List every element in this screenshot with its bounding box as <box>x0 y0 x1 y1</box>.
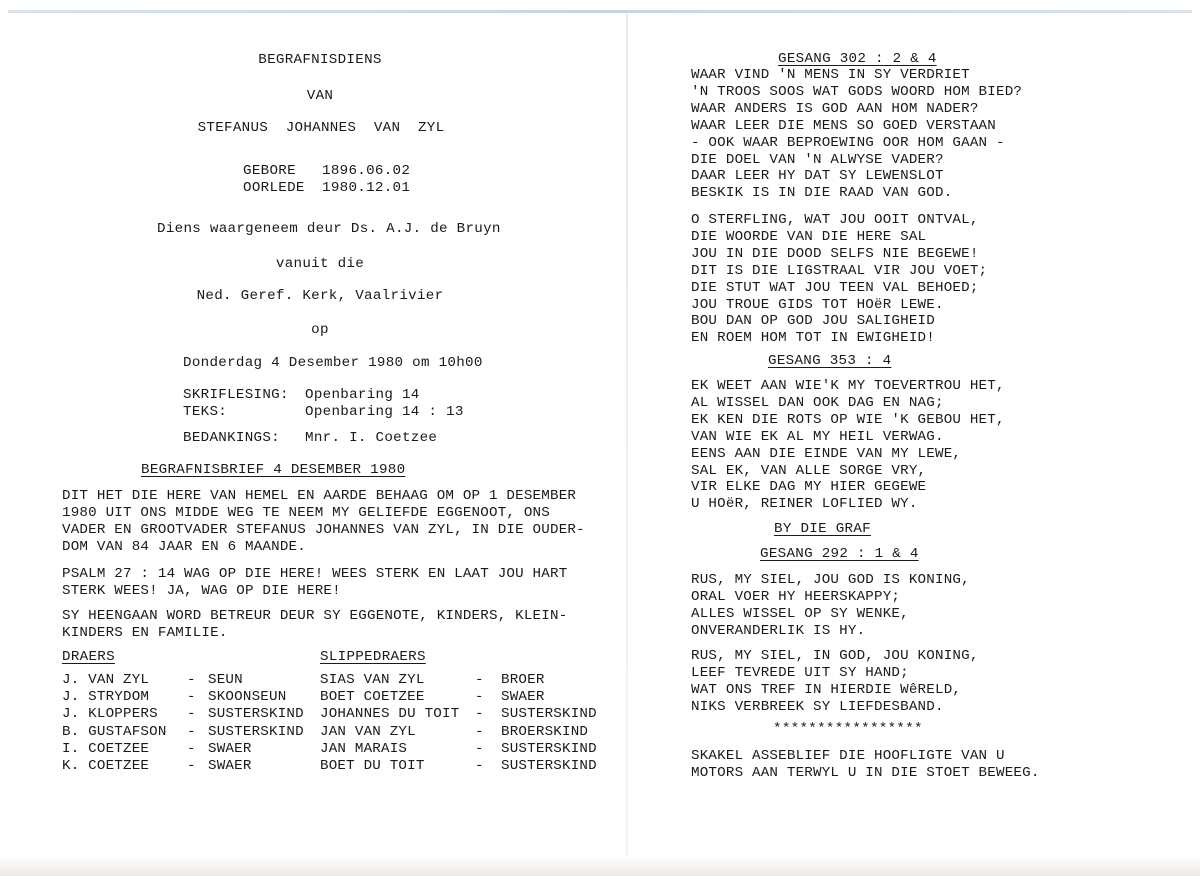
pallbearer-relation: SWAER <box>501 689 545 706</box>
on-line: op <box>311 322 329 338</box>
pallbearer-relation: BROER <box>501 672 545 688</box>
hymn3-heading: GESANG 292 : 1 & 4 <box>760 546 919 562</box>
hymn3-verse-1: RUS, MY SIEL, JOU GOD IS KONING, ORAL VOER HY HEERSKAPPY; ALLES WISSEL OP SY WENKE, ONVERANDERLIK IS HY. <box>691 572 970 639</box>
table-row <box>62 741 622 758</box>
pallbearer-dash: - <box>475 689 484 706</box>
bearer-relation: SKOONSEUN <box>208 689 287 706</box>
bearer-relation: SWAER <box>208 758 252 774</box>
bearer-name: B. GUSTAFSON <box>62 723 167 740</box>
pallbearer-dash: - <box>475 672 484 688</box>
table-row <box>62 689 622 706</box>
pallbearer-dash: - <box>475 758 484 774</box>
died-label: OORLEDE <box>243 180 305 196</box>
hymn3-verse-2: RUS, MY SIEL, IN GOD, JOU KONING, LEEF TEVREDE UIT SY HAND; WAT ONS TREF IN HIERDIE WêRELD, NIKS VERBREEK SY LIEFDESBAND. <box>691 648 979 715</box>
born-date: 1896.06.02 <box>322 163 411 179</box>
letter-paragraph-1: DIT HET DIE HERE VAN HEMEL EN AARDE BEHAAG OM OP 1 DESEMBER 1980 UIT ONS MIDDE WEG TE NEEM MY GELIEFDE EGGENOOT, ONS VADER EN GROOTVADER STEFANUS JOHANNES VAN ZYL, IN DIE OUDER- DOM VAN 84 JAAR EN 6 MAANDE. <box>62 488 585 555</box>
pallbearer-dash: - <box>475 723 484 740</box>
service-title: BEGRAFNISDIENS <box>258 52 382 68</box>
pallbearer-name: BOET COETZEE <box>320 689 425 706</box>
bearer-relation: SWAER <box>208 740 252 757</box>
table-row <box>62 758 622 775</box>
table-row <box>62 706 622 723</box>
van-line: VAN <box>306 88 334 104</box>
pallbearer-relation: SUSTERSKIND <box>501 740 597 757</box>
bearer-relation: SUSTERSKIND <box>208 723 304 740</box>
reading-label: SKRIFLESING: <box>183 387 289 403</box>
thanks-value: Mnr. I. Coetzee <box>305 430 438 446</box>
bearers-heading: DRAERS <box>62 649 115 665</box>
pallbearer-name: SIAS VAN ZYL <box>320 672 425 688</box>
hymn1-verse-2: O STERFLING, WAT JOU OOIT ONTVAL, DIE WOORDE VAN DIE HERE SAL JOU IN DIE DOOD SELFS NIE BEGEWE! DIT IS DIE LIGSTRAAL VIR JOU VOET; DIE STUT WAT JOU TEEN VAL BEHOED; JOU TROUE GIDS TOT HOëR LEWE. BOU DAN OP GOD JOU SALIGHEID EN ROEM HOM TOT IN EWIGHEID! <box>691 212 988 347</box>
hymn2-verse-1: EK WEET AAN WIE'K MY TOEVERTROU HET, AL WISSEL DAN OOK DAG EN NAG; EK KEN DIE ROTS OP WIE 'K GEBOU HET, VAN WIE EK AL MY HEIL VERWAG. EENS AAN DIE EINDE VAN MY LEWE, SAL EK, VAN ALLE SORGE VRY, VIR ELKE DAG MY HIER GEGEWE U HOëR, REINER LOFLIED WY. <box>691 378 1005 513</box>
reading-value: Openbaring 14 <box>305 387 420 403</box>
pallbearers-heading: SLIPPEDRAERS <box>320 649 426 665</box>
pallbearer-name: JAN MARAIS <box>320 740 408 757</box>
bearer-name: J. KLOPPERS <box>62 706 158 723</box>
pallbearer-dash: - <box>475 740 484 757</box>
hymn1-heading: GESANG 302 : 2 & 4 <box>778 51 937 67</box>
stars-divider: ***************** <box>773 721 923 737</box>
pallbearer-dash: - <box>475 706 484 723</box>
text-label: TEKS: <box>183 404 228 420</box>
bearers-table <box>62 672 622 782</box>
bearer-dash: - <box>187 689 196 706</box>
pallbearer-name: BOET DU TOIT <box>320 758 425 774</box>
letter-heading: BEGRAFNISBRIEF 4 DESEMBER 1980 <box>141 462 406 478</box>
headlights-notice: SKAKEL ASSEBLIEF DIE HOOFLIGTE VAN U MOTORS AAN TERWYL U IN DIE STOET BEWEEG. <box>691 748 1040 781</box>
table-row <box>62 724 622 741</box>
thanks-label: BEDANKINGS: <box>183 430 280 446</box>
table-row <box>62 672 622 689</box>
pallbearer-relation: BROERSKIND <box>501 723 589 740</box>
pallbearer-name: JAN VAN ZYL <box>320 723 416 740</box>
deceased-name: STEFANUS JOHANNES VAN ZYL <box>197 120 445 136</box>
born-label: GEBORE <box>243 163 296 179</box>
pallbearer-relation: SUSTERSKIND <box>501 706 597 723</box>
letter-paragraph-3: SY HEENGAAN WORD BETREUR DEUR SY EGGENOTE, KINDERS, KLEIN- KINDERS EN FAMILIE. <box>62 608 568 641</box>
bearer-dash: - <box>187 706 196 723</box>
date-line: Donderdag 4 Desember 1980 om 10h00 <box>183 355 483 371</box>
died-date: 1980.12.01 <box>322 180 411 196</box>
officiant-line: Diens waargeneem deur Ds. A.J. de Bruyn <box>157 221 501 237</box>
church-line: Ned. Geref. Kerk, Vaalrivier <box>196 288 444 304</box>
grave-heading: BY DIE GRAF <box>774 521 871 537</box>
text-value: Openbaring 14 : 13 <box>305 404 464 420</box>
letter-paragraph-2: PSALM 27 : 14 WAG OP DIE HERE! WEES STERK EN LAAT JOU HART STERK WEES! JA, WAG OP DIE HERE! <box>62 566 568 599</box>
bearer-relation: SEUN <box>208 672 243 688</box>
bearer-dash: - <box>187 740 196 757</box>
bearer-name: K. COETZEE <box>62 758 150 774</box>
bearer-name: I. COETZEE <box>62 740 150 757</box>
hymn1-verse-1: WAAR VIND 'N MENS IN SY VERDRIET 'N TROOS SOOS WAT GODS WOORD HOM BIED? WAAR ANDERS IS GOD AAN HOM NADER? WAAR LEER DIE MENS SO GOED VERSTAAN - OOK WAAR BEPROEWING OOR HOM GAAN - DIE DOEL VAN 'N ALWYSE VADER? DAAR LEER HY DAT SY LEWENSLOT BESKIK IS IN DIE RAAD VAN GOD. <box>691 67 1023 202</box>
from-line: vanuit die <box>275 256 365 272</box>
right-page <box>628 0 1200 876</box>
bearer-dash: - <box>187 723 196 740</box>
bearer-dash: - <box>187 672 196 688</box>
bearer-dash: - <box>187 758 196 774</box>
bearer-name: J. STRYDOM <box>62 689 150 706</box>
bearer-relation: SUSTERSKIND <box>208 706 304 723</box>
pallbearer-relation: SUSTERSKIND <box>501 758 597 774</box>
pallbearer-name: JOHANNES DU TOIT <box>320 706 460 723</box>
hymn2-heading: GESANG 353 : 4 <box>768 353 892 369</box>
bearer-name: J. VAN ZYL <box>62 672 150 688</box>
